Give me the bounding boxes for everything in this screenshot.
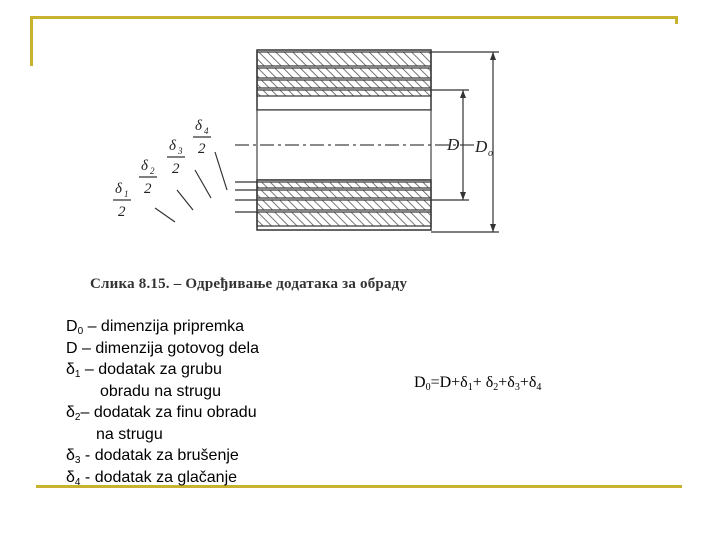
legend-item-delta2-cont: na strugu [96,425,163,443]
allowance-fraction-2 [139,158,157,197]
svg-text:δ: δ [195,118,202,134]
machining-allowance-drawing [85,40,525,305]
left-border-line [30,16,33,66]
allowance-formula: $D_0=D+\delta_1+ \delta_2+\delta_3+\delta_4$ [414,374,542,393]
svg-text:2: 2 [172,161,180,177]
legend-item-delta4: $\delta_4$ - dodatak za glačanje [66,468,238,488]
svg-text:4: 4 [204,126,209,136]
legend-item-delta2: $\delta_2-$ dodatak za finu obradu [66,404,257,423]
top-border-line [30,16,678,19]
legend-item-delta1: $\delta_1$ – dodatak za grubu [66,361,222,380]
legend-item-d: D – dimenzija gotovog dela [66,339,260,357]
svg-text:2: 2 [118,204,126,220]
top-right-tick [675,16,678,24]
legend-item-delta1-cont: obradu na strugu [100,382,221,400]
svg-text:δ: δ [115,181,122,197]
allowance-fraction-4 [193,118,211,157]
allowance-fraction-1 [113,181,131,220]
svg-text:3: 3 [178,146,183,156]
svg-text:δ: δ [169,138,176,154]
label-d0: D [475,137,488,156]
svg-text:δ: δ [141,158,148,174]
label-d0-sub: o [488,148,493,159]
legend-list [66,316,366,488]
label-d: D [447,135,460,154]
svg-text:2: 2 [150,166,155,176]
allowance-fraction-3 [167,138,185,177]
legend-item-d0: $D_0$ – dimenzija pripremka [66,318,245,337]
figure-caption: Слика 8.15. – Одређивање додатака за обраду [90,276,408,292]
svg-text:2: 2 [198,141,206,157]
workpiece-section [257,50,431,230]
legend-item-delta3: $\delta_3$ - dodatak za brušenje [66,447,239,466]
svg-text:2: 2 [144,181,152,197]
svg-text:1: 1 [124,189,129,199]
